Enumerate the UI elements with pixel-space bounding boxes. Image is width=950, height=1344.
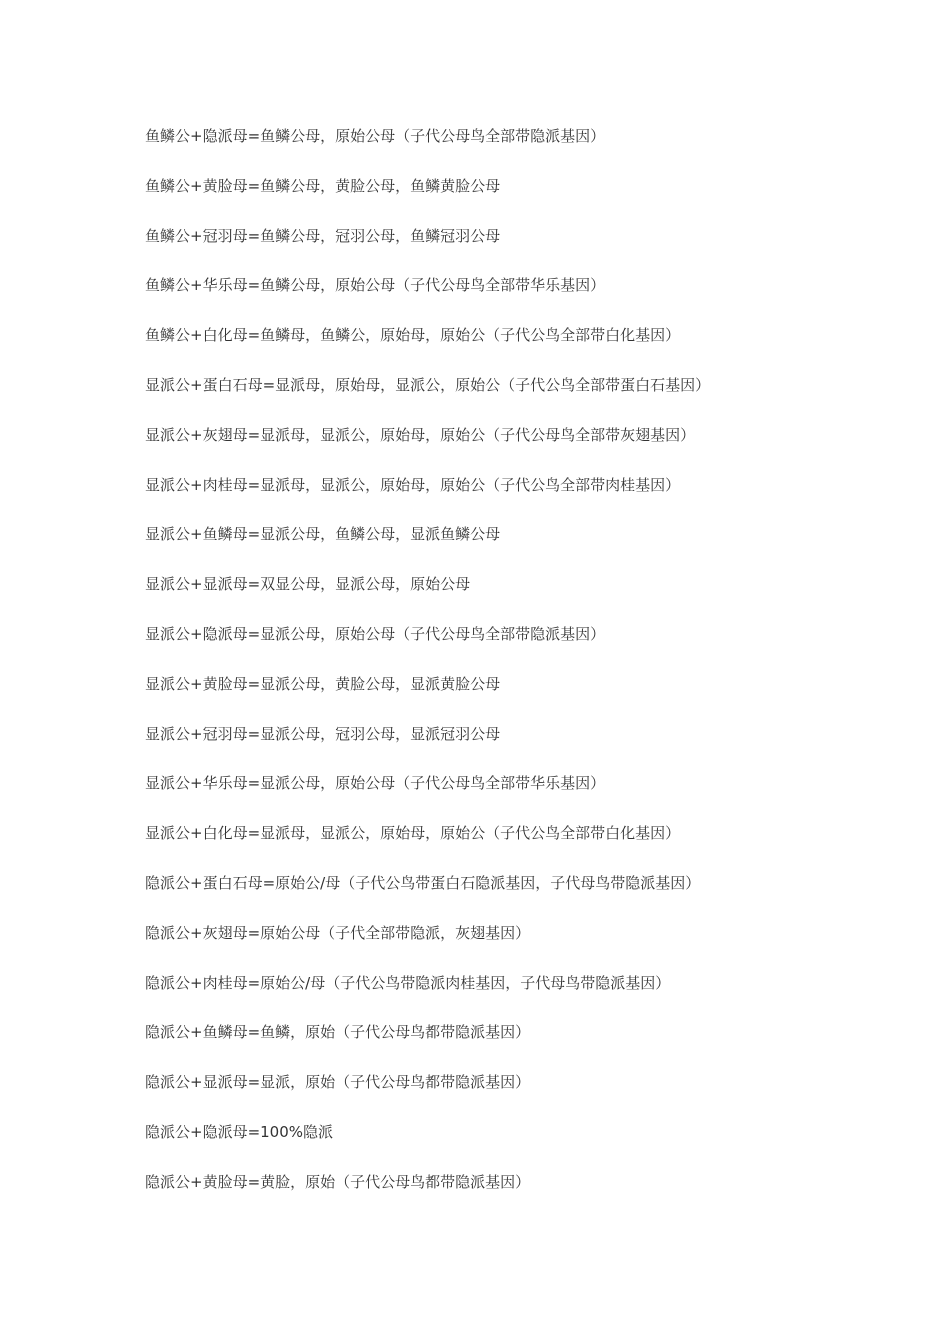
text-line: 显派公+隐派母=显派公母，原始公母（子代公母鸟全部带隐派基因） (145, 624, 606, 643)
text-line: 显派公+蛋白石母=显派母，原始母，显派公，原始公（子代公鸟全部带蛋白石基因） (145, 375, 711, 394)
text-line: 隐派公+显派母=显派，原始（子代公母鸟都带隐派基因） (145, 1073, 531, 1092)
text-line: 显派公+肉桂母=显派母，显派公，原始母，原始公（子代公鸟全部带肉桂基因） (145, 475, 681, 494)
text-line: 鱼鳞公+冠羽母=鱼鳞公母，冠羽公母，鱼鳞冠羽公母 (145, 226, 501, 245)
text-line: 显派公+显派母=双显公母，显派公母，原始公母 (145, 575, 471, 594)
breeding-combinations-list (145, 124, 710, 1220)
text-line: 显派公+灰翅母=显派母，显派公，原始母，原始公（子代公母鸟全部带灰翅基因） (145, 425, 696, 444)
text-line: 鱼鳞公+白化母=鱼鳞母，鱼鳞公，原始母，原始公（子代公鸟全部带白化基因） (145, 326, 681, 345)
text-line: 隐派公+蛋白石母=原始公/母（子代公鸟带蛋白石隐派基因，子代母鸟带隐派基因） (145, 873, 701, 892)
text-line: 鱼鳞公+黄脸母=鱼鳞公母，黄脸公母，鱼鳞黄脸公母 (145, 176, 501, 195)
text-line: 显派公+白化母=显派母，显派公，原始母，原始公（子代公鸟全部带白化基因） (145, 824, 681, 843)
text-line: 显派公+冠羽母=显派公母，冠羽公母，显派冠羽公母 (145, 724, 501, 743)
text-line: 隐派公+隐派母=100%隐派 (145, 1122, 334, 1141)
text-line: 显派公+鱼鳞母=显派公母，鱼鳞公母，显派鱼鳞公母 (145, 525, 501, 544)
text-line: 隐派公+灰翅母=原始公母（子代全部带隐派，灰翅基因） (145, 923, 531, 942)
text-line: 显派公+黄脸母=显派公母，黄脸公母，显派黄脸公母 (145, 674, 501, 693)
text-line: 鱼鳞公+华乐母=鱼鳞公母，原始公母（子代公母鸟全部带华乐基因） (145, 276, 606, 295)
text-line: 隐派公+肉桂母=原始公/母（子代公鸟带隐派肉桂基因，子代母鸟带隐派基因） (145, 973, 671, 992)
text-line: 隐派公+黄脸母=黄脸，原始（子代公母鸟都带隐派基因） (145, 1172, 531, 1191)
text-line: 隐派公+鱼鳞母=鱼鳞，原始（子代公母鸟都带隐派基因） (145, 1023, 531, 1042)
text-line: 鱼鳞公+隐派母=鱼鳞公母，原始公母（子代公母鸟全部带隐派基因） (145, 127, 606, 145)
text-line: 显派公+华乐母=显派公母，原始公母（子代公母鸟全部带华乐基因） (145, 774, 606, 793)
